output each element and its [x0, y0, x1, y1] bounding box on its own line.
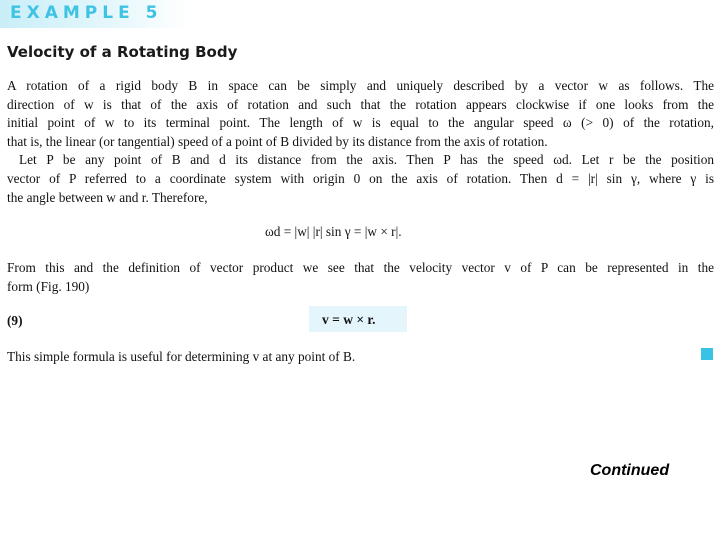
- text-line: Let P be any point of B and d its distance from the axis. Then P has the speed ωd. Let r be the position: [19, 152, 714, 168]
- text-line: the angle between w and r. Therefore,: [7, 189, 208, 205]
- paragraph-3: [7, 348, 607, 367]
- example-label: EXAMPLE 5: [10, 3, 163, 23]
- text-line: From this and the definition of vector product we see that the velocity vector v of P can be represented in the: [7, 260, 714, 275]
- example-title: Velocity of a Rotating Body: [7, 43, 238, 61]
- text-line: This simple formula is useful for determining v at any point of B.: [7, 349, 356, 364]
- paragraph-1: [7, 77, 714, 207]
- text-line: direction of w is that of the axis of rotation and such that the rotation appears clockwise if one looks from the: [7, 96, 714, 112]
- equation: v = w × r.: [322, 312, 376, 327]
- text-line: A rotation of a rigid body B in space can be simply and uniquely described by a vector w as follows. The: [7, 78, 714, 93]
- text-line: vector of P referred to a coordinate system with origin 0 on the axis of rotation. Then d = |r| sin γ, where γ is: [7, 170, 714, 186]
- paragraph-2: [7, 259, 714, 296]
- continued-label: Continued: [590, 462, 670, 479]
- equation-number: (9): [7, 313, 23, 328]
- text-line: initial point of w to its terminal point. The length of w is equal to the angular speed ω (> 0) of the rotation,: [7, 115, 714, 131]
- end-of-example-marker-icon: [701, 348, 713, 360]
- text-line: that is, the linear (or tangential) speed of a point of B divided by its distance from the axis of rotation.: [7, 133, 548, 149]
- text-line: form (Fig. 190): [7, 278, 90, 294]
- inline-formula: ωd = |w| |r| sin γ = |w × r|.: [265, 224, 402, 239]
